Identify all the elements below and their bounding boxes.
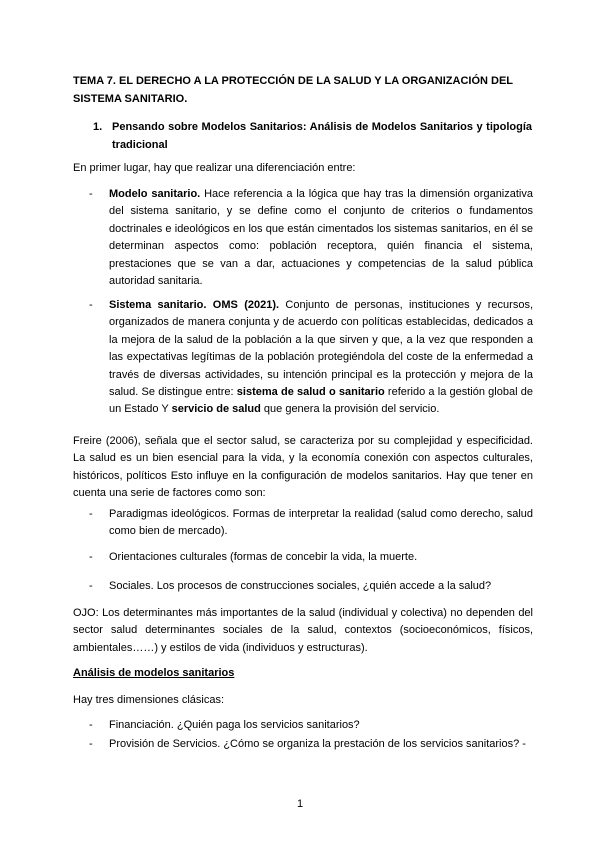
list-dash: - xyxy=(89,551,93,563)
factor-text: Sociales. Los procesos de construcciones sociales, ¿quién accede a la salud? xyxy=(109,580,492,592)
list-dash: - xyxy=(89,719,93,731)
section-number: 1. xyxy=(93,121,103,133)
list-dash: - xyxy=(89,299,93,311)
list-dash: - xyxy=(89,508,93,520)
freire-paragraph: Freire (2006), señala que el sector salud, se caracteriza por su complejidad y especificidad. La salud es un bien esencial para la vida, y la economía conexión con aspectos culturales, históricos, políticos Esto influye en la configuración de modelos sanitarios. Hay que tener en cuenta una serie de factores como son: xyxy=(73,435,533,500)
definition-sistema-1: Conjunto de personas, instituciones y recursos, organizados de manera conjunta y de acuerdo con políticas establecidas, dedicados a la mejora de la salud de la población a la que sirven y que, a la vez que responden a las expectativas legítimas de la población protegiéndola del coste de la enfermedad a través de diversas actividades, su intención principal es la protección y mejora de la salud. Se distingue entre: xyxy=(109,299,534,399)
list-item-body xyxy=(109,186,533,290)
analysis-heading-text: Análisis de modelos sanitarios xyxy=(73,667,235,679)
analysis-heading xyxy=(73,665,533,682)
term-sistema-sanitario: Sistema sanitario. OMS (2021). xyxy=(109,299,280,311)
list-dash: - xyxy=(89,738,93,750)
intro-paragraph: En primer lugar, hay que realizar una diferenciación entre: xyxy=(73,162,356,174)
factor-text: Orientaciones culturales (formas de concebir la vida, la muerte. xyxy=(109,551,418,563)
list-dash: - xyxy=(89,580,93,592)
dimension-text: Financiación. ¿Quién paga los servicios sanitarios? xyxy=(109,719,360,731)
term-servicio-de-salud: servicio de salud xyxy=(171,403,261,416)
definition-sistema-3: que genera la provisión del servicio. xyxy=(260,403,440,416)
term-sistema-de-salud: sistema de salud o sanitario xyxy=(236,386,385,399)
factor-text: Paradigmas ideológicos. Formas de interpretar la realidad (salud como derecho, salud como bien de mercado). xyxy=(109,508,533,538)
list-item-body xyxy=(109,297,533,419)
page-number: 1 xyxy=(296,798,304,810)
dimensions-intro: Hay tres dimensiones clásicas: xyxy=(73,694,225,706)
term-modelo-sanitario: Modelo sanitario. xyxy=(109,188,201,200)
list-dash: - xyxy=(89,188,93,200)
document-title: TEMA 7. EL DERECHO A LA PROTECCIÓN DE LA SALUD Y LA ORGANIZACIÓN DEL SISTEMA SANITARIO. xyxy=(73,75,513,105)
ojo-paragraph: OJO: Los determinantes más importantes de la salud (individual y colectiva) no dependen del sector salud determinantes sociales de la salud, contextos (socioeconómicos, físicos, ambientales……) y estilos de vida (individuos y estructuras). xyxy=(73,607,533,654)
definition-sistema-2: referido a la gestión global de un Estado Y xyxy=(109,386,533,416)
dimension-text: Provisión de Servicios. ¿Cómo se organiza la prestación de los servicios sanitarios? - xyxy=(109,738,526,750)
definition-modelo: Hace referencia a la lógica que hay tras la dimensión organizativa del sistema sanitario, y se define como el conjunto de criterios o fundamentos doctrinales e ideológicos en los que están cimentados los sistemas sanitarios, en él se determinan aspectos como: población receptora, quién financia el sistema, prestaciones que se van a dar, actuaciones y competencias de la salud pública autoridad sanitaria. xyxy=(109,188,533,288)
section-heading-text: Pensando sobre Modelos Sanitarios: Análisis de Modelos Sanitarios y tipología tradicional xyxy=(112,121,532,151)
